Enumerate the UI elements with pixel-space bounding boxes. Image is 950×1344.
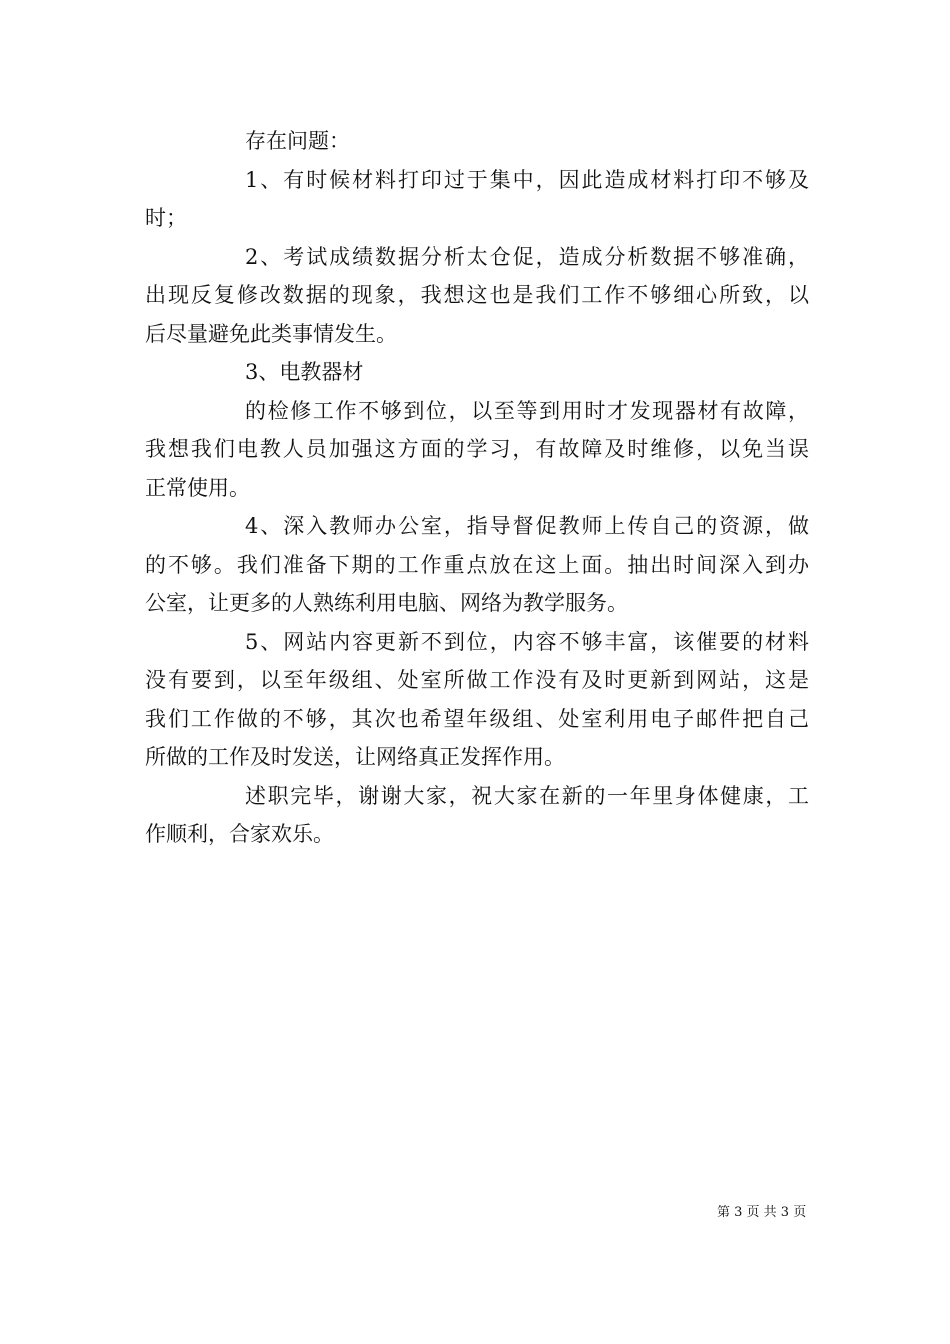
document-body bbox=[145, 122, 809, 854]
paragraph-line: 作顺利，合家欢乐。 bbox=[145, 822, 334, 846]
paragraph-line: 我想我们电教人员加强这方面的学习，有故障及时维修，以免当误 bbox=[145, 437, 809, 461]
paragraph-line: 正常使用。 bbox=[145, 475, 250, 500]
page-number-footer: 第 3 页 共 3 页 bbox=[717, 1205, 807, 1220]
paragraph-line: 的不够。我们准备下期的工作重点放在这上面。抽出时间深入到办 bbox=[145, 552, 809, 577]
paragraph-line: 2、考试成绩数据分析太仓促，造成分析数据不够准确， bbox=[245, 244, 809, 269]
paragraph-line: 我们工作做的不够，其次也希望年级组、处室利用电子邮件把自己 bbox=[145, 706, 809, 731]
paragraph-line: 的检修工作不够到位，以至等到用时才发现器材有故障， bbox=[245, 398, 809, 423]
section-heading: 存在问题： bbox=[245, 129, 350, 153]
paragraph-line: 没有要到，以至年级组、处室所做工作没有及时更新到网站，这是 bbox=[145, 668, 809, 692]
paragraph-line: 出现反复修改数据的现象，我想这也是我们工作不够细心所致，以 bbox=[145, 283, 809, 307]
paragraph-line: 所做的工作及时发送，让网络真正发挥作用。 bbox=[145, 745, 565, 769]
paragraph-line: 5、网站内容更新不到位，内容不够丰富，该催要的材料 bbox=[245, 629, 809, 654]
paragraph-line: 4、深入教师办公室，指导督促教师上传自己的资源，做 bbox=[245, 514, 809, 538]
paragraph-line: 述职完毕，谢谢大家，祝大家在新的一年里身体健康，工 bbox=[245, 783, 809, 808]
paragraph-line: 后尽量避免此类事情发生。 bbox=[145, 321, 397, 346]
paragraph-line: 公室，让更多的人熟练利用电脑、网络为教学服务。 bbox=[145, 591, 628, 615]
paragraph-line: 1、有时候材料打印过于集中，因此造成材料打印不够及 bbox=[245, 167, 809, 192]
paragraph-line: 3、电教器材 bbox=[245, 360, 364, 384]
paragraph-line: 时； bbox=[145, 206, 187, 230]
